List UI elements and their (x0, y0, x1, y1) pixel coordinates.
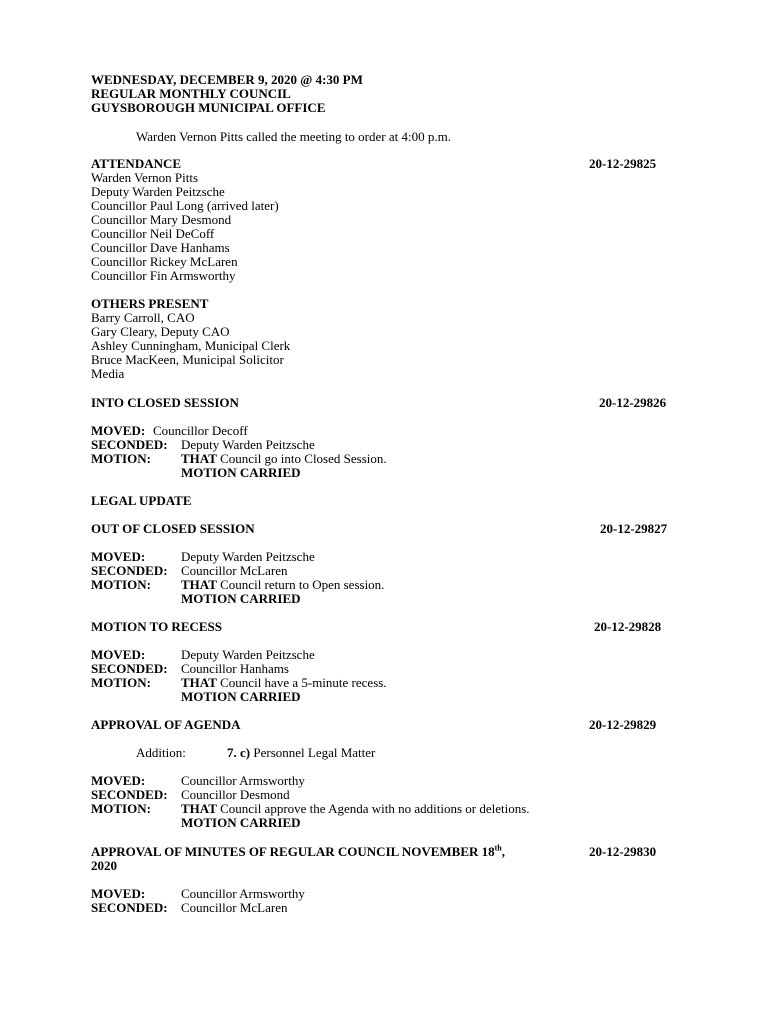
agenda-addition-label: Addition: (136, 745, 186, 760)
motion-label: MOTION: (91, 577, 151, 592)
list-item: Warden Vernon Pitts (91, 170, 199, 185)
addition-item-number: 7. c) (227, 745, 251, 760)
others-present-list (91, 311, 290, 381)
attendance-list (91, 171, 279, 283)
list-item: Councillor Paul Long (arrived later) (91, 198, 279, 213)
that-keyword: THAT (181, 577, 217, 592)
list-item: Councillor Dave Hanhams (91, 240, 230, 255)
recess-number: 20-12-29828 (594, 619, 662, 634)
attendance-number: 20-12-29825 (589, 156, 657, 171)
recess-motion (91, 648, 651, 704)
minutes-heading (91, 845, 505, 859)
seconded-label: SECONDED: (91, 661, 168, 676)
closed-session-number: 20-12-29826 (599, 395, 667, 410)
out-closed-motion (91, 550, 651, 606)
closed-session-heading: INTO CLOSED SESSION (91, 395, 239, 410)
moved-value: Deputy Warden Peitzsche (181, 549, 315, 564)
motion-carried: MOTION CARRIED (181, 815, 301, 830)
list-item: Councillor Mary Desmond (91, 212, 232, 227)
seconded-label: SECONDED: (91, 437, 168, 452)
minutes-motion (91, 887, 651, 915)
seconded-value: Deputy Warden Peitzsche (181, 437, 315, 452)
motion-carried: MOTION CARRIED (181, 689, 301, 704)
moved-label: MOVED: (91, 773, 146, 788)
seconded-value: Councillor McLaren (181, 900, 288, 915)
motion-label: MOTION: (91, 451, 151, 466)
seconded-label: SECONDED: (91, 563, 168, 578)
agenda-heading: APPROVAL OF AGENDA (91, 717, 241, 732)
seconded-label: SECONDED: (91, 787, 168, 802)
seconded-label: SECONDED: (91, 900, 168, 915)
list-item: Barry Carroll, CAO (91, 310, 195, 325)
motion-text: Council approve the Agenda with no additions or deletions. (220, 801, 530, 816)
minutes-heading-text: APPROVAL OF MINUTES OF REGULAR COUNCIL NOVEMBER 18 (91, 844, 495, 859)
list-item: Ashley Cunningham, Municipal Clerk (91, 338, 291, 353)
agenda-number: 20-12-29829 (589, 717, 657, 732)
minutes-heading-sup: th (494, 843, 502, 853)
list-item: Gary Cleary, Deputy CAO (91, 324, 230, 339)
meeting-header (91, 73, 363, 115)
minutes-heading-year: 2020 (91, 858, 117, 873)
motion-text: Council have a 5-minute recess. (220, 675, 387, 690)
attendance-heading: ATTENDANCE (91, 156, 182, 171)
list-item: Councillor Rickey McLaren (91, 254, 238, 269)
legal-update-heading: LEGAL UPDATE (91, 493, 192, 508)
motion-text: Council go into Closed Session. (220, 451, 387, 466)
list-item: Media (91, 366, 125, 381)
seconded-value: Councillor Desmond (181, 787, 290, 802)
motion-carried: MOTION CARRIED (181, 465, 301, 480)
moved-label: MOVED: (91, 549, 146, 564)
that-keyword: THAT (181, 801, 217, 816)
seconded-value: Councillor Hanhams (181, 661, 289, 676)
moved-value: Deputy Warden Peitzsche (181, 647, 315, 662)
list-item: Deputy Warden Peitzsche (91, 184, 225, 199)
motion-text: Council return to Open session. (220, 577, 385, 592)
motion-carried: MOTION CARRIED (181, 591, 301, 606)
moved-value: Councillor Armsworthy (181, 773, 305, 788)
closed-session-motion (91, 424, 651, 480)
seconded-value: Councillor McLaren (181, 563, 288, 578)
moved-label: MOVED: (91, 423, 146, 438)
out-closed-number: 20-12-29827 (600, 521, 668, 536)
addition-item-text: Personnel Legal Matter (253, 745, 376, 760)
minutes-heading-tail: , (501, 844, 506, 859)
header-meeting-type: REGULAR MONTHLY COUNCIL (91, 86, 291, 101)
moved-label: MOVED: (91, 886, 146, 901)
that-keyword: THAT (181, 675, 217, 690)
call-to-order: Warden Vernon Pitts called the meeting to order at 4:00 p.m. (136, 129, 451, 144)
list-item: Councillor Fin Armsworthy (91, 268, 236, 283)
others-present-heading: OTHERS PRESENT (91, 296, 209, 311)
motion-label: MOTION: (91, 675, 151, 690)
recess-heading: MOTION TO RECESS (91, 619, 223, 634)
moved-value: Councillor Decoff (153, 423, 248, 438)
list-item: Bruce MacKeen, Municipal Solicitor (91, 352, 284, 367)
header-location: GUYSBOROUGH MUNICIPAL OFFICE (91, 100, 326, 115)
agenda-addition (227, 746, 375, 760)
motion-label: MOTION: (91, 801, 151, 816)
minutes-number: 20-12-29830 (589, 844, 657, 859)
moved-label: MOVED: (91, 647, 146, 662)
header-date: WEDNESDAY, DECEMBER 9, 2020 @ 4:30 PM (91, 72, 363, 87)
agenda-motion (91, 774, 691, 830)
list-item: Councillor Neil DeCoff (91, 226, 215, 241)
out-closed-heading: OUT OF CLOSED SESSION (91, 521, 255, 536)
that-keyword: THAT (181, 451, 217, 466)
moved-value: Councillor Armsworthy (181, 886, 305, 901)
